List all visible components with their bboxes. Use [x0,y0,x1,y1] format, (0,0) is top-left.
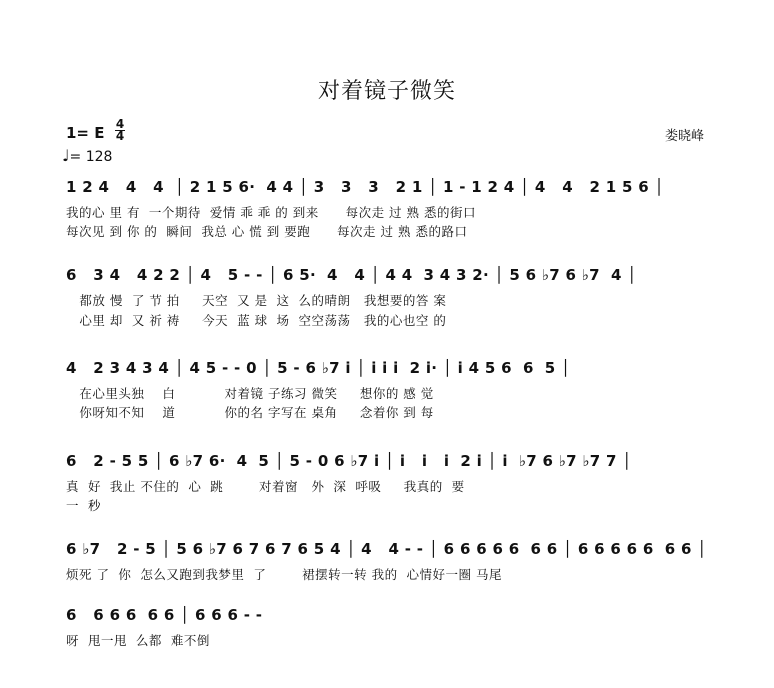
time-signature [114,119,126,142]
lyric-line-5a: 烦死 了 你 怎么又跑到我梦里 了 裙摆转一转 我的 心情好一圈 马尾 [66,567,502,582]
notation-line-2: 6 3 4 4 2 2 │ 4 5 - - │ 6 5· 4 4 │ 4 4 3 4 3 2· │ 5 6 ♭7 6 ♭7 4 │ [66,266,637,284]
key-signature: 1= E [66,124,105,142]
notation-line-1: 1 2 4 4 4 │ 2 1 5 6· 4 4 │ 3 3 3 2 1 │ 1 - 1 2 4 │ 4 4 2 1 5 6 │ [66,178,664,196]
quarter-note-icon: ♩ [62,146,70,165]
lyric-line-4b: 一 秒 [66,498,101,513]
lyric-line-2a: 都放 慢 了 节 拍 天空 又 是 这 么的晴朗 我想要的答 案 [66,293,447,308]
lyric-line-2b: 心里 却 又 祈 祷 今天 蓝 球 场 空空荡荡 我的心也空 的 [66,313,447,328]
lyric-line-1a: 我的心 里 有 一个期待 爱情 乖 乖 的 到来 每次走 过 熟 悉的街口 [66,205,476,220]
lyric-line-4a: 真 好 我止 不住的 心 跳 对着窗 外 深 呼吸 我真的 要 [66,479,465,494]
lyric-line-3a: 在心里头独 白 对着镜 子练习 微笑 想你的 感 觉 [66,386,434,401]
lyric-line-6a: 呀 甩一甩 么都 难不倒 [66,633,210,648]
lyric-line-1b: 每次见 到 你 的 瞬间 我总 心 慌 到 要跑 每次走 过 熟 悉的路口 [66,224,468,239]
song-title: 对着镜子微笑 [317,79,456,104]
lyric-line-3b: 你呀知不知 道 你的名 字写在 桌角 念着你 到 每 [66,405,434,420]
tempo-value: = 128 [69,149,113,165]
time-signature-top: 4 [115,117,125,131]
notation-line-6: 6 6 6 6 6 6 │ 6 6 6 - - [66,606,268,624]
tempo-marking [62,146,112,165]
notation-line-3: 4 2 3 4 3 4 │ 4 5 - - 0 │ 5 - 6 ♭7 i │ i i i 2 i· │ i 4 5 6 6 5 │ [66,359,571,377]
time-signature-bottom: 4 [115,129,125,143]
notation-line-4: 6 2 - 5 5 │ 6 ♭7 6· 4 5 │ 5 - 0 6 ♭7 i │ i i i 2 i │ i ♭7 6 ♭7 ♭7 7 │ [66,452,632,470]
notation-line-5: 6 ♭7 2 - 5 │ 5 6 ♭7 6 7 6 7 6 5 4 │ 4 4 - - │ 6 6 6 6 6 6 6 │ 6 6 6 6 6 6 6 │ [66,540,707,558]
composer-name: 娄晓峰 [665,129,705,144]
